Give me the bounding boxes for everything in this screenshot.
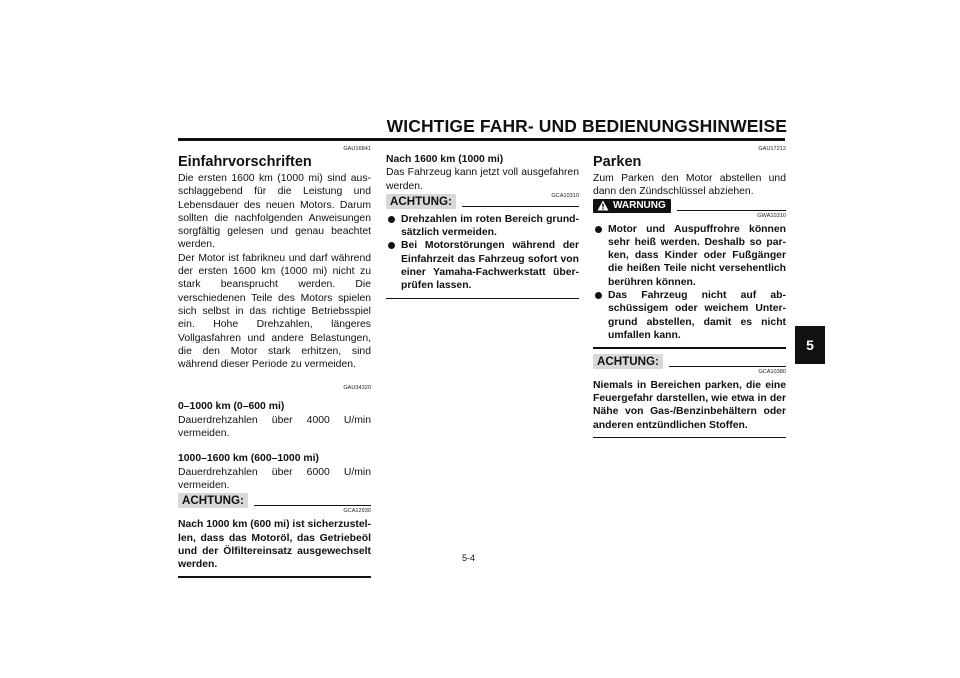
warning-header <box>593 199 786 213</box>
bullet-item: Motor und Auspuffrohre können sehr heiß werden. Deshalb so parken, dass Kinder oder Fußgänger die heißen Teile nicht versehentlich berühren können. <box>593 223 786 289</box>
warning-triangle-icon <box>597 200 609 211</box>
caution-rule <box>462 206 579 207</box>
engine-paragraph: Der Motor ist fabrikneu und darf während der ersten 1600 km (1000 mi) nicht zu stark beansprucht werden. Die verschiedenen Teile des Motors spielen sich selbst in das richtige Betriebsspiel ein. Hohe Drehzahlen, längeres Vollgasfahren und andere Belastungen, die den Motor stark erhitzen, sind während dieser Periode zu vermeiden. <box>178 252 371 371</box>
stage3-title: Nach 1600 km (1000 mi) <box>386 154 504 165</box>
section-code: GAU17212 <box>758 146 786 152</box>
stage1-title: 0–1000 km (0–600 mi) <box>178 401 285 413</box>
title-rule <box>178 138 785 141</box>
warning-end-rule <box>593 347 786 349</box>
caution-rule <box>254 505 371 506</box>
caution-rule <box>669 366 786 367</box>
caution-header <box>178 493 371 508</box>
caution-code: GCA12930 <box>343 508 371 515</box>
intro-paragraph: Die ersten 1600 km (1000 mi) sind ausschlaggebend für die Leistung und Lebensdauer des neuen Motors. Darum sollten die nachfolgenden Anweisungen sorgfältig gelesen und genau beachtet werden. <box>178 173 371 251</box>
column-left <box>178 146 371 578</box>
warning-code: GWA10310 <box>757 212 786 219</box>
page-title: WICHTIGE FAHR- UND BEDIENUNGSHINWEISE <box>386 116 787 136</box>
stage3-text: Das Fahrzeug kann jetzt voll ausgefahren werden. <box>386 167 579 192</box>
caution-bullet-list <box>386 213 579 293</box>
chapter-tab: 5 <box>795 326 825 364</box>
caution-code: GCA10380 <box>758 368 786 375</box>
section-code: GAU16841 <box>343 146 371 152</box>
column-right <box>593 146 786 438</box>
bullet-item: Drehzahlen im roten Bereich grundsätzlich vermeiden. <box>386 213 579 240</box>
stage2-title: 1000–1600 km (600–1000 mi) <box>178 453 319 465</box>
section-heading-parking: Parken <box>593 154 642 170</box>
stage2-text: Dauerdrehzahlen über 6000 U/min vermeiden. <box>178 466 371 491</box>
parking-intro: Zum Parken den Motor abstellen und dann den Zündschlüssel abziehen. <box>593 173 786 198</box>
warning-label: WARNUNG <box>613 199 666 211</box>
section-heading-break-in: Einfahrvorschriften <box>178 154 312 170</box>
caution-end-rule <box>386 298 579 300</box>
caution-label: ACHTUNG: <box>593 354 663 369</box>
bullet-item: Das Fahrzeug nicht auf abschüssigem oder weichem Untergrund abstellen, damit es nicht umfallen kann. <box>593 289 786 342</box>
column-middle <box>386 146 579 299</box>
caution-text: Nach 1000 km (600 mi) ist sicherzustellen, dass das Motoröl, das Getriebeöl und der Ölfiltereinsatz ausgewechselt werden. <box>178 519 371 571</box>
warning-bullet-list <box>593 223 786 343</box>
caution-code: GCA10310 <box>551 192 579 199</box>
caution-label: ACHTUNG: <box>386 194 456 209</box>
page-number: 5-4 <box>462 553 476 563</box>
caution-end-rule <box>593 437 786 439</box>
warning-rule <box>677 210 786 211</box>
bullet-item: Bei Motorstörungen während der Einfahrzeit das Fahrzeug sofort von einer Yamaha-Fachwerkstatt überprüfen lassen. <box>386 239 579 292</box>
warning-label-box <box>593 199 671 213</box>
stage1-text: Dauerdrehzahlen über 4000 U/min vermeiden. <box>178 414 371 440</box>
caution-text: Niemals in Bereichen parken, die eine Feuergefahr darstellen, wie etwa in der Nähe von Gas-/Benzinbehältern oder anderen entzündlichen Stoffen. <box>593 379 786 431</box>
caution-end-rule <box>178 576 371 578</box>
caution-header <box>593 354 786 369</box>
section-code: GAU34320 <box>343 385 371 392</box>
caution-label: ACHTUNG: <box>178 493 248 508</box>
